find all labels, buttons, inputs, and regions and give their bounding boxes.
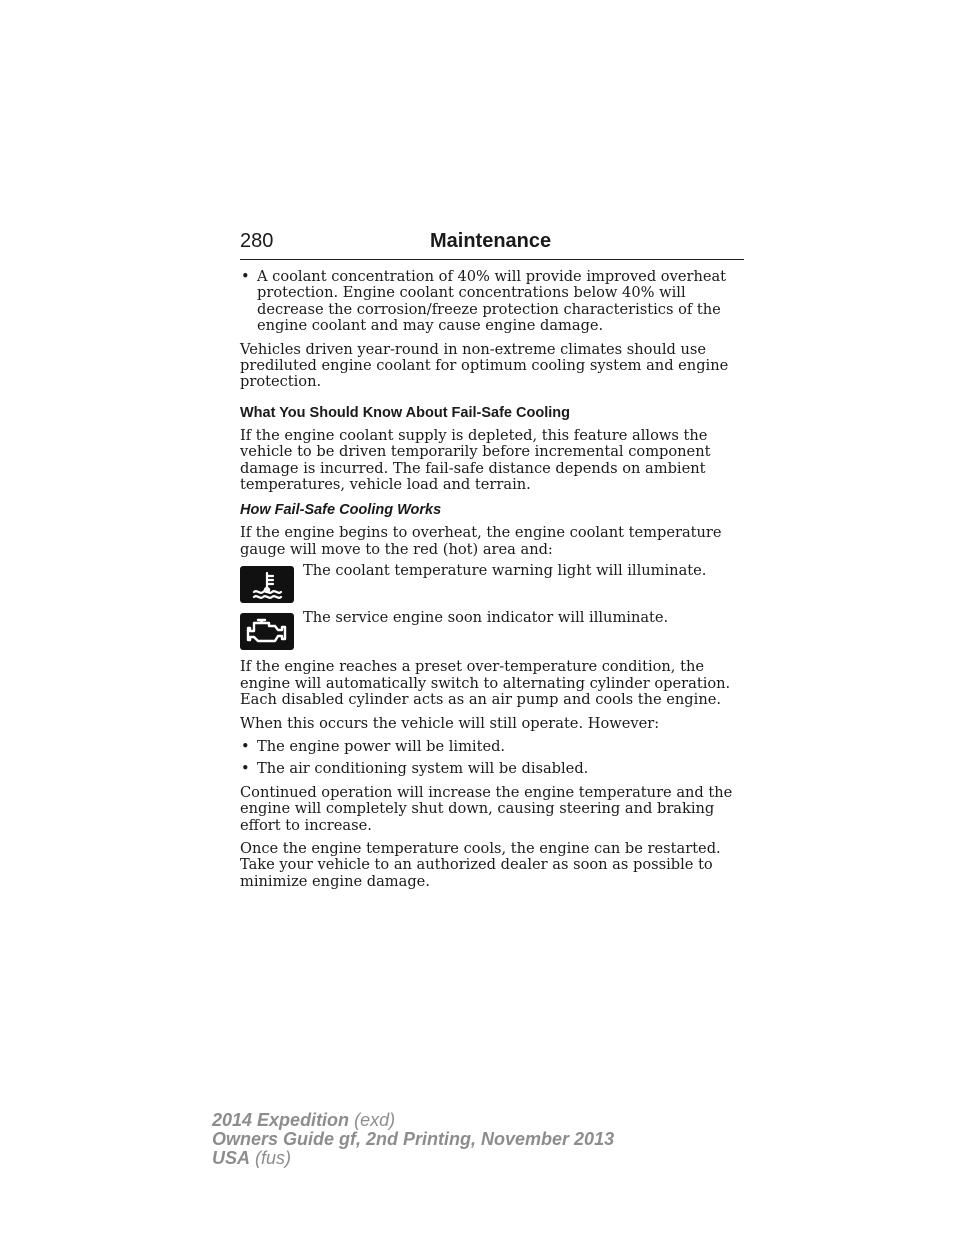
footer-model-code: (exd) <box>354 1110 396 1130</box>
bullet-list-coolant <box>240 269 746 335</box>
icon-description: The coolant temperature warning light will illuminate. <box>303 562 707 580</box>
service-engine-soon-icon <box>240 613 294 650</box>
footer-guide: Owners Guide gf, 2nd Printing, November 2013 <box>212 1129 615 1149</box>
list-item: • A coolant concentration of 40% will provide improved overheat protection. Engine coolant concentrations below 40% will decrease the corrosion/freeze protection characteristics of the engine coolant and may cause engine damage. <box>240 269 746 335</box>
section-title: Maintenance <box>430 230 552 252</box>
paragraph: If the engine reaches a preset over-temperature condition, the engine will automatically switch to alternating cylinder operation. Each disabled cylinder acts as an air pump and cools the engine. <box>240 658 731 709</box>
subheading-fail-safe-cooling: What You Should Know About Fail-Safe Cooling <box>240 404 570 421</box>
paragraph: Continued operation will increase the engine temperature and the engine will completely shut down, causing steering and braking effort to increase. <box>240 783 733 834</box>
icon-row-coolant <box>240 562 746 605</box>
page-content <box>240 269 746 897</box>
icon-description: The service engine soon indicator will illuminate. <box>303 609 669 627</box>
paragraph: If the engine coolant supply is depleted, this feature allows the vehicle to be driven temporarily before incremental component damage is incurred. The fail-safe distance depends on ambient temperatures, vehicle load and terrain. <box>240 426 711 494</box>
coolant-temperature-warning-icon <box>240 566 294 603</box>
page-header <box>240 228 744 260</box>
footer-line-model <box>212 1111 614 1130</box>
icon-row-engine <box>240 609 746 652</box>
paragraph: When this occurs the vehicle will still operate. However: <box>240 714 660 732</box>
footer-line-guide <box>212 1130 614 1149</box>
list-item: • The air conditioning system will be disabled. <box>240 761 746 777</box>
list-item: • The engine power will be limited. <box>240 739 746 755</box>
paragraph: Once the engine temperature cools, the engine can be restarted. Take your vehicle to an authorized dealer as soon as possible to minimize engine damage. <box>240 839 721 890</box>
paragraph: If the engine begins to overheat, the engine coolant temperature gauge will move to the red (hot) area and: <box>240 524 722 558</box>
paragraph: Vehicles driven year-round in non-extreme climates should use prediluted engine coolant for optimum cooling system and engine protection. <box>240 340 729 391</box>
page-footer <box>212 1111 614 1168</box>
footer-model: 2014 Expedition <box>212 1110 350 1130</box>
bullet-list-effects <box>240 739 746 778</box>
footer-region: USA <box>212 1148 251 1168</box>
footer-region-code: (fus) <box>255 1148 292 1168</box>
footer-line-region <box>212 1149 614 1168</box>
subheading-how-it-works: How Fail-Safe Cooling Works <box>240 502 442 519</box>
page-number: 280 <box>240 230 274 252</box>
